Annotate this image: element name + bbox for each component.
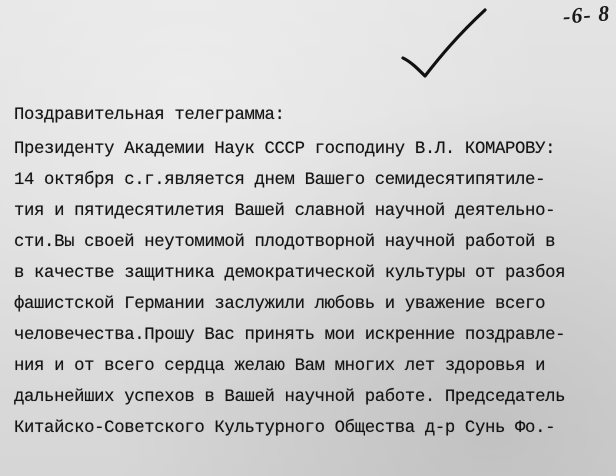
text-line: тия и пятидесятилетия Вашей славной научной деятельно- bbox=[14, 202, 556, 221]
text-line: человечества.Прошу Вас принять мои искренние поздравле- bbox=[14, 326, 566, 345]
telegram-heading: Поздравительная телеграмма: bbox=[14, 106, 285, 125]
text-line: фашистской Германии заслужили любовь и уважение всего bbox=[14, 295, 546, 314]
page-number: -6- 8 bbox=[561, 0, 611, 29]
handwritten-check-mark bbox=[395, 6, 505, 86]
text-line: сти.Вы своей неутомимой плодотворной научной работой в bbox=[14, 233, 556, 252]
text-line: в качестве защитника демократической культуры от разбоя bbox=[14, 264, 566, 283]
text-line: Президенту Академии Наук СССР господину В.Л. КОМАРОВУ: bbox=[14, 140, 556, 159]
telegram-text bbox=[14, 97, 610, 444]
text-line: ния и от всего сердца желаю Вам многих лет здоровья и bbox=[14, 357, 546, 376]
text-line: дальнейших успехов в Вашей научной работе. Председатель bbox=[14, 388, 566, 407]
text-line: 14 октября с.г.является днем Вашего семидесятипятиле- bbox=[14, 171, 546, 190]
text-line: Китайско-Советского Культурного Общества д-р Сунь Фо.- bbox=[14, 419, 556, 438]
